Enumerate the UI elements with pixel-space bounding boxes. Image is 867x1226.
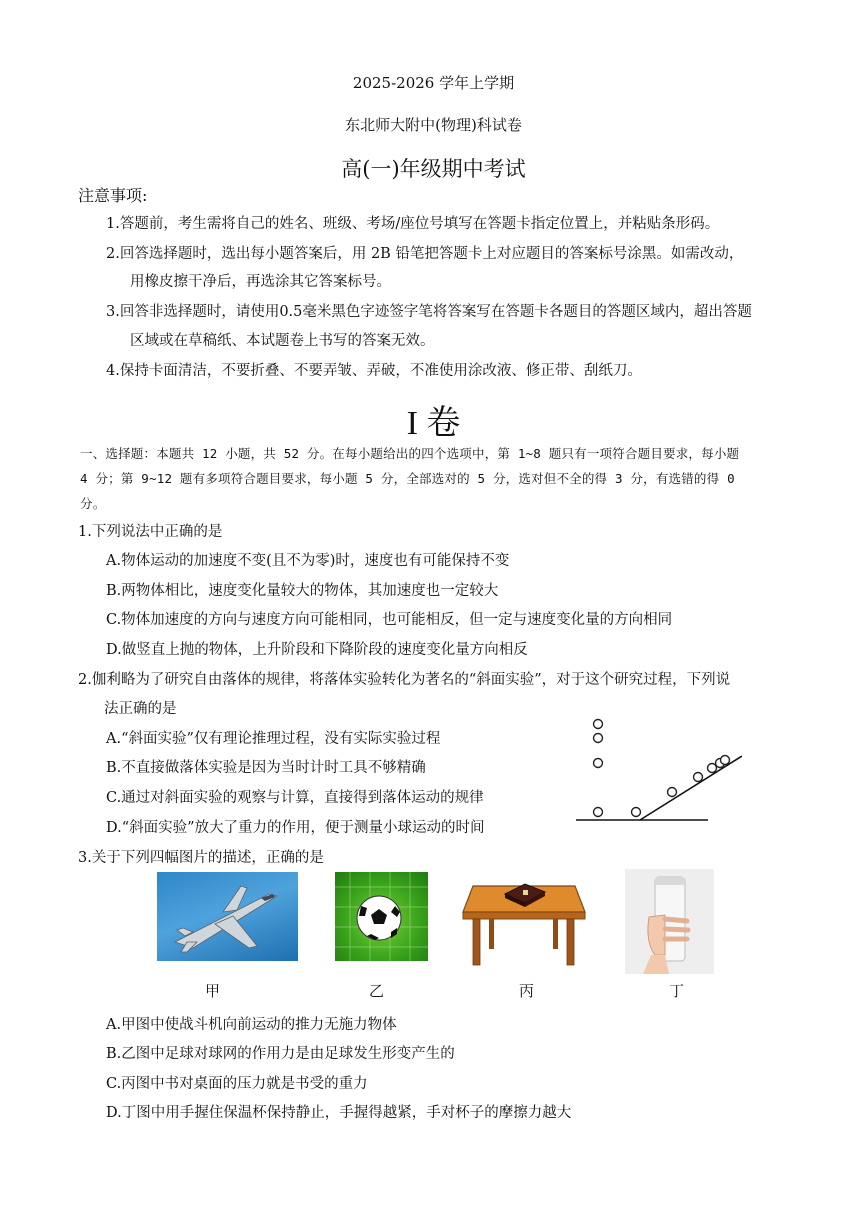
note-item: 3.回答非选择题时，请使用0.5毫米黑色字迹签字笔将答案写在答题卡各题目的答题区域内，超出答题 (106, 304, 752, 320)
question-2-option-d: D.“斜面实验”放大了重力的作用，便于测量小球运动的时间 (106, 820, 485, 836)
caption-yi: 乙 (369, 982, 385, 1000)
caption-ding: 丁 (669, 982, 685, 1000)
soccer-ball-icon (335, 872, 428, 961)
caption-bing: 丙 (519, 982, 535, 1000)
question-3-stem: 3.关于下列四幅图片的描述，正确的是 (78, 850, 324, 866)
rolling-ball (668, 788, 677, 797)
section-instructions: 4 分；第 9~12 题有多项符合题目要求，每小题 5 分，全部选对的 5 分，选对但不全的得 3 分，有选错的得 0 (80, 471, 735, 486)
thermos-icon (625, 869, 714, 974)
question-2-stem-cont: 法正确的是 (104, 701, 177, 717)
thermos-hand-image (625, 869, 714, 974)
note-item: 4.保持卡面清洁，不要折叠、不要弄皱、弄破，不准使用涂改液、修正带、刮纸刀。 (106, 363, 642, 379)
incline-line (640, 756, 742, 820)
question-2-option-a: A.“斜面实验”仅有理论推理过程，没有实际实验过程 (106, 731, 441, 747)
question-1-option-b: B.两物体相比，速度变化量较大的物体，其加速度也一定较大 (106, 583, 499, 599)
section-instructions: 一、选择题：本题共 12 小题，共 52 分。在每小题给出的四个选项中，第 1~8 题只有一项符合题目要求，每小题 (80, 446, 740, 461)
fighter-jet-image (157, 872, 298, 961)
question-2-stem: 2.伽利略为了研究自由落体的规律，将落体实验转化为著名的“斜面实验”，对于这个研究过程，下列说 (78, 672, 731, 688)
falling-ball (594, 734, 603, 743)
rolling-ball (632, 808, 641, 817)
note-item: 用橡皮擦干净后，再选涂其它答案标号。 (130, 274, 391, 290)
note-item: 1.答题前，考生需将自己的姓名、班级、考场/座位号填写在答题卡指定位置上，并粘贴条形码。 (106, 216, 720, 232)
soccer-ball-net-image (335, 872, 428, 961)
exam-title: 高(一)年级期中考试 (341, 157, 526, 181)
caption-jia: 甲 (205, 982, 221, 1000)
incline-experiment-figure (572, 712, 742, 827)
note-item: 2.回答选择题时，选出每小题答案后，用 2B 铅笔把答题卡上对应题目的答案标号涂黑。如需改动， (106, 246, 744, 262)
question-1-option-a: A.物体运动的加速度不变(且不为零)时，速度也有可能保持不变 (106, 553, 510, 569)
question-1-option-d: D.做竖直上抛的物体，上升阶段和下降阶段的速度变化量方向相反 (106, 642, 528, 658)
question-3-option-d: D.丁图中用手握住保温杯保持静止，手握得越紧，手对杯子的摩擦力越大 (106, 1105, 572, 1121)
question-1-stem: 1.下列说法中正确的是 (78, 524, 223, 540)
question-3-option-a: A.甲图中使战斗机向前运动的推力无施力物体 (106, 1017, 397, 1033)
question-3-option-c: C.丙图中书对桌面的压力就是书受的重力 (106, 1076, 368, 1092)
falling-ball (594, 720, 603, 729)
question-2-option-c: C.通过对斜面实验的观察与计算，直接得到落体运动的规律 (106, 790, 484, 806)
note-item: 区域或在草稿纸、本试题卷上书写的答案无效。 (130, 333, 435, 349)
rolling-ball (694, 773, 703, 782)
falling-ball (594, 759, 603, 768)
notes-title: 注意事项: (78, 186, 148, 205)
section-instructions: 分。 (80, 496, 106, 511)
table-icon (459, 872, 589, 968)
question-3-option-b: B.乙图中足球对球网的作用力是由足球发生形变产生的 (106, 1046, 455, 1062)
rolling-ball (721, 756, 730, 765)
exam-term: 2025-2026 学年上学期 (352, 74, 515, 92)
fighter-jet-icon (157, 872, 298, 961)
question-2-option-b: B.不直接做落体实验是因为当时计时工具不够精确 (106, 760, 426, 776)
question-1-option-c: C.物体加速度的方向与速度方向可能相同，也可能相反，但一定与速度变化量的方向相同 (106, 612, 673, 628)
book-on-table-image (459, 872, 589, 968)
exam-school-subject: 东北师大附中(物理)科试卷 (345, 116, 522, 134)
falling-ball (594, 808, 603, 817)
volume-heading: I 卷 (406, 405, 461, 442)
